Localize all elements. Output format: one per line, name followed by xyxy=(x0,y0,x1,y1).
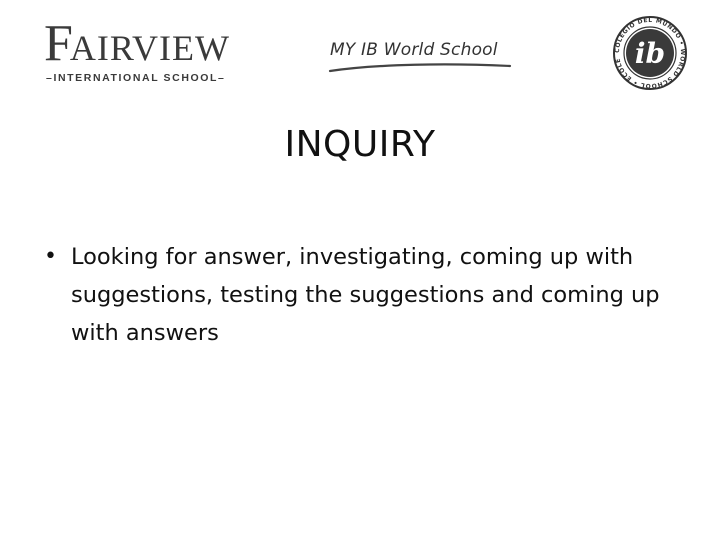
ib-world-school-text: MY IB World School xyxy=(330,40,498,60)
bullet-item xyxy=(44,238,674,352)
fairview-logo-subtitle: –INTERNATIONAL SCHOOL– xyxy=(46,72,226,84)
ib-seal-icon xyxy=(611,14,689,92)
bullet-list xyxy=(44,238,674,352)
ib-seal-logo xyxy=(611,14,689,92)
fairview-logo-name xyxy=(44,15,230,74)
slide-header xyxy=(0,0,720,100)
fairview-logo xyxy=(44,15,230,88)
bullet-marker: • xyxy=(44,244,57,269)
ib-seal-center-text: ib xyxy=(634,37,666,70)
ib-world-school-logo xyxy=(328,40,513,80)
slide-title: INQUIRY xyxy=(284,124,436,165)
swoosh-underline-icon xyxy=(328,60,513,74)
fairview-logo-name-rest: AIRVIEW xyxy=(69,28,230,68)
ib-seal-ring-text: COLEGIO DEL MUNDO • WORLD SCHOOL • ÉCOLE xyxy=(613,16,687,90)
bullet-text: Looking for answer, investigating, coming up with suggestions, testing the suggestions and coming up with answers xyxy=(71,244,660,346)
fairview-logo-initial: F xyxy=(44,15,74,72)
